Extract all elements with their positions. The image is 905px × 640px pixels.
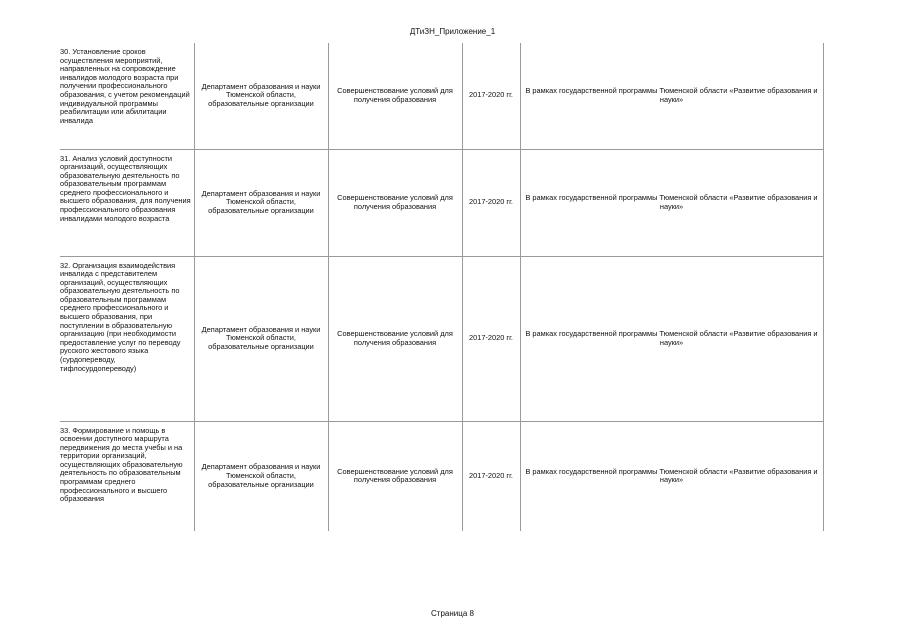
measures-table: [60, 43, 824, 531]
funding-text: В рамках государственной программы Тюменской области «Развитие образования и науки»: [525, 328, 818, 347]
executor-text: Департамент образования и науки Тюменской области, образовательные организации: [201, 81, 321, 109]
period-cell: [462, 421, 520, 531]
task-text: 31. Анализ условий доступности организаций, осуществляющих образовательную деятельность по образовательным программам среднего профессионального и высшего образования, для получения профессионального образования инвалидами молодого возраста: [60, 153, 191, 223]
task-text: 32. Организация взаимодействия инвалида с представителем организаций, осуществляющих образовательную деятельность по образовательным программам среднего профессионального и высшего образования, при поступлении в образовательную организацию (при необходимости предоставление услуг по переводу русского жестового языка (сурдопереводу, тифлосурдопереводу): [60, 260, 181, 373]
executor-text: Департамент образования и науки Тюменской области, образовательные организации: [201, 188, 321, 215]
funding-cell: [520, 149, 823, 256]
funding-cell: [520, 256, 823, 421]
result-text: Совершенствование условий для получения образования: [337, 466, 453, 485]
result-text: Совершенствование условий для получения образования: [337, 86, 453, 104]
period-text: 2017-2020 гг.: [469, 90, 513, 100]
table-row: [60, 256, 823, 421]
page-header-title: ДТиЗН_Приложение_1: [409, 27, 496, 36]
table-row: [60, 421, 823, 531]
period-text: 2017-2020 гг.: [469, 197, 513, 207]
period-cell: [462, 256, 520, 421]
period-text: 2017-2020 гг.: [469, 333, 513, 343]
period-text: 2017-2020 гг.: [469, 470, 513, 480]
task-text: 30. Установление сроков осуществления мероприятий, направленных на сопровождение инвалидов молодого возраста при получении профессионального образования, с учетом рекомендаций индивидуальной программы реабилитации или абилитации инвалида: [60, 47, 190, 125]
task-cell: [60, 421, 194, 531]
task-cell: [60, 256, 194, 421]
table-row: [60, 43, 823, 149]
task-cell: [60, 149, 194, 256]
funding-cell: [520, 421, 823, 531]
result-cell: [328, 421, 462, 531]
period-cell: [462, 149, 520, 256]
result-cell: [328, 43, 462, 149]
task-cell: [60, 43, 194, 149]
page-number: Страница 8: [431, 609, 474, 618]
executor-cell: [194, 256, 328, 421]
executor-cell: [194, 149, 328, 256]
funding-text: В рамках государственной программы Тюменской области «Развитие образования и науки»: [525, 86, 818, 104]
funding-text: В рамках государственной программы Тюменской области «Развитие образования и науки»: [525, 192, 818, 211]
executor-cell: [194, 421, 328, 531]
task-text: 33. Формирование и помощь в освоении доступного маршрута передвижения до места учебы и на территории организаций, осуществляющих образовательную деятельность по образовательным программам среднего профессионального и высшего образования: [60, 425, 183, 504]
table-row: [60, 149, 823, 256]
executor-cell: [194, 43, 328, 149]
result-cell: [328, 149, 462, 256]
result-text: Совершенствование условий для получения образования: [337, 192, 453, 211]
funding-cell: [520, 43, 823, 149]
period-cell: [462, 43, 520, 149]
result-cell: [328, 256, 462, 421]
executor-text: Департамент образования и науки Тюменской области, образовательные организации: [201, 462, 321, 489]
executor-text: Департамент образования и науки Тюменской области, образовательные организации: [201, 324, 321, 351]
result-text: Совершенствование условий для получения образования: [337, 328, 453, 347]
funding-text: В рамках государственной программы Тюменской области «Развитие образования и науки»: [525, 466, 818, 485]
